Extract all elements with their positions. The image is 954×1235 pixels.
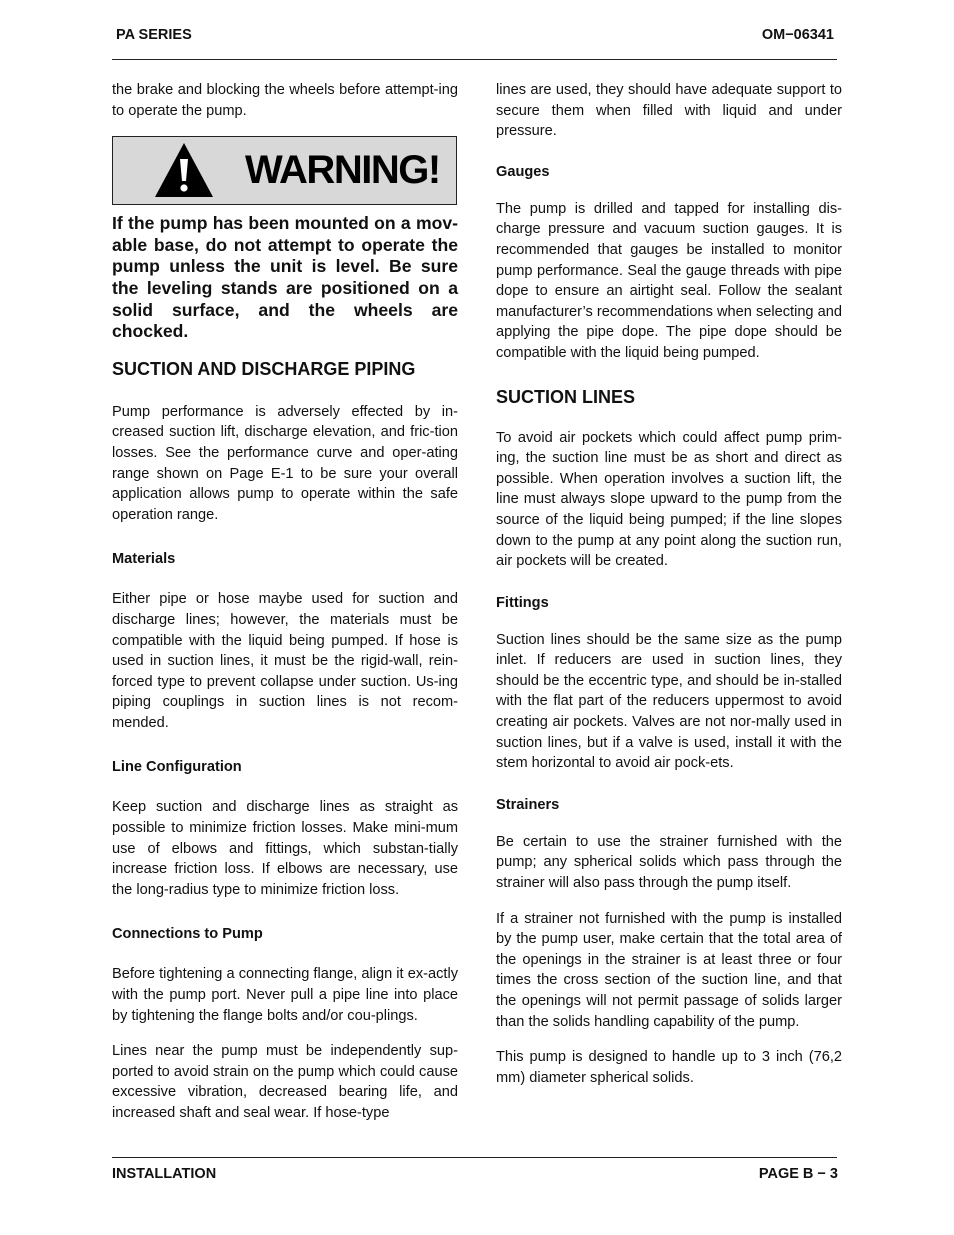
section-heading-suction-lines: SUCTION LINES — [496, 386, 636, 407]
warning-title: WARNING! — [245, 148, 440, 193]
strainers-paragraph-2: If a strainer not furnished with the pump is installed by the pump user, make certain that the total area of the openings in the strainer is at least three or four times the cross section of the suction line, and that the openings will not permit passage of solids larger than the solids handling capability of the pump. — [496, 910, 842, 1030]
materials-paragraph: Either pipe or hose maybe used for suction and discharge lines; however, the materials must be compatible with the liquid being pumped. If hose is used in suction lines, it must be the rigid-wall, rein-forced type to prevent collapse under suction. Us-ing piping couplings in suction lines is not recom-mended. — [112, 591, 458, 731]
warning-banner — [112, 136, 457, 205]
continued-paragraph: lines are used, they should have adequate support to secure them when filled with liquid and under pressure. — [496, 82, 842, 140]
connections-paragraph-1: Before tightening a connecting flange, align it ex-actly with the pump port. Never pull a pipe line into place by tightening the flange bolts and/or cou-plings. — [112, 966, 458, 1024]
intro-paragraph: the brake and blocking the wheels before attempt-ing to operate the pump. — [112, 82, 458, 119]
fittings-paragraph: Suction lines should be the same size as the pump inlet. If reducers are used in suction lines, they should be the eccentric type, and should be in-stalled with the flat part of the reducers uppermost to avoid creating air pockets. Valves are not nor-mally used in suction lines, but if a valve is used, install it with the stem horizontal to avoid air pock-ets. — [496, 631, 842, 772]
subheading-gauges: Gauges — [496, 163, 550, 180]
footer-page-number: PAGE B − 3 — [758, 1166, 838, 1182]
warning-triangle-icon — [153, 141, 215, 199]
subheading-materials: Materials — [112, 551, 176, 568]
footer-section: INSTALLATION — [112, 1166, 217, 1182]
subheading-fittings: Fittings — [496, 594, 549, 611]
header-rule — [112, 59, 837, 60]
header-doc-number: OM−06341 — [761, 27, 834, 43]
suction-lines-paragraph: To avoid air pockets which could affect pump prim-ing, the suction line must be as short and direct as possible. When operation involves a suction lift, the line must always slope upward to the pump from the source of the liquid being pumped; if the line slopes down to the pump at any point along the suction run, air pockets will be created. — [496, 429, 842, 570]
left-column — [112, 80, 458, 1139]
gauges-paragraph: The pump is drilled and tapped for installing dis-charge pressure and vacuum suction gauges. It is recommended that gauges be installed to monitor pump performance. Seal the gauge threads with pipe dope to ensure an airtight seal. Follow the sealant manufacturer’s recommendations when selecting and applying the pipe dope. The pipe dope should be compatible with the liquid being pumped. — [496, 200, 842, 361]
section-heading-piping: SUCTION AND DISCHARGE PIPING — [112, 358, 416, 379]
footer-rule — [112, 1157, 837, 1158]
piping-paragraph: Pump performance is adversely effected by in-creased suction lift, discharge elevation, and fric-tion losses. See the performance curve and oper-ating range shown on Page E-1 to be sure your overall application allows pump to operate within the safe operation range. — [112, 403, 458, 523]
subheading-strainers: Strainers — [496, 796, 560, 813]
strainers-paragraph-3: This pump is designed to handle up to 3 inch (76,2 mm) diameter spherical solids. — [496, 1049, 842, 1086]
line-configuration-paragraph: Keep suction and discharge lines as straight as possible to minimize friction losses. Make mini-mum use of elbows and fittings, which substan-tially increase friction loss. If elbows are necessary, use the long-radius type to minimize friction loss. — [112, 799, 458, 898]
subheading-connections: Connections to Pump — [112, 926, 263, 943]
subheading-line-configuration: Line Configuration — [112, 759, 242, 776]
right-column — [496, 80, 842, 1103]
warning-body: If the pump has been mounted on a mov-able base, do not attempt to operate the pump unless the unit is level. Be sure the leveling stands are positioned on a solid surface, and the wheels are chocked. — [112, 213, 458, 342]
connections-paragraph-2: Lines near the pump must be independently sup-ported to avoid strain on the pump which could cause excessive vibration, decreased bearing life, and increased shaft and seal wear. If hose-type — [112, 1043, 458, 1121]
header-series: PA SERIES — [116, 27, 192, 43]
strainers-paragraph-1: Be certain to use the strainer furnished with the pump; any spherical solids which pass through the strainer will also pass through the pump itself. — [496, 833, 842, 892]
